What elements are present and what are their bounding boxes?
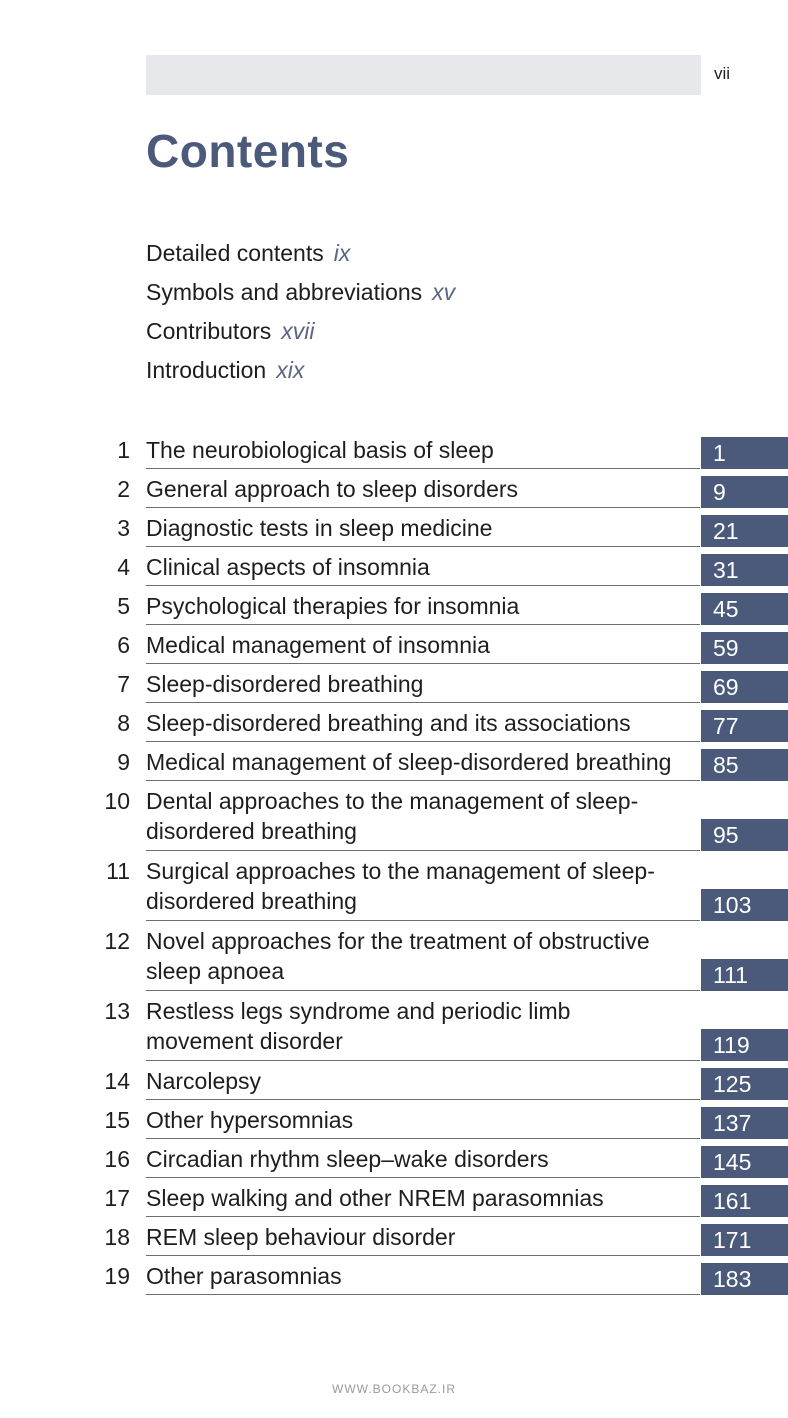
chapter-row[interactable] bbox=[0, 626, 788, 665]
chapter-title-line: Clinical aspects of insomnia bbox=[146, 554, 430, 580]
chapter-title-line: Medical management of sleep-disordered breathing bbox=[146, 749, 672, 775]
chapter-page-number: 95 bbox=[701, 819, 788, 851]
front-matter-page: ix bbox=[333, 240, 351, 266]
chapter-page-number: 77 bbox=[701, 710, 788, 742]
chapter-title bbox=[146, 1105, 696, 1135]
chapter-page-number: 1 bbox=[701, 437, 788, 469]
chapter-title bbox=[146, 786, 696, 846]
chapter-title-line: Dental approaches to the management of sleep- bbox=[146, 788, 639, 814]
chapter-title bbox=[146, 435, 696, 465]
chapter-title-line: Sleep walking and other NREM parasomnias bbox=[146, 1185, 604, 1211]
chapter-title bbox=[146, 474, 696, 504]
chapter-page-number: 171 bbox=[701, 1224, 788, 1256]
page-title: Contents bbox=[146, 125, 350, 177]
chapter-page-number: 119 bbox=[701, 1029, 788, 1061]
chapter-row[interactable] bbox=[0, 922, 788, 992]
chapter-title-line: Novel approaches for the treatment of obstructive bbox=[146, 928, 650, 954]
chapter-divider bbox=[146, 741, 700, 742]
page-number: vii bbox=[714, 64, 731, 83]
chapter-title-line: Narcolepsy bbox=[146, 1068, 262, 1094]
chapter-title-line: REM sleep behaviour disorder bbox=[146, 1224, 456, 1250]
chapter-divider bbox=[146, 1099, 700, 1100]
chapter-divider bbox=[146, 624, 700, 625]
chapter-divider bbox=[146, 1294, 700, 1295]
chapter-page-number: 125 bbox=[701, 1068, 788, 1100]
chapter-divider bbox=[146, 1138, 700, 1139]
chapter-title bbox=[146, 630, 696, 660]
front-matter-page: xv bbox=[432, 279, 456, 305]
chapter-row[interactable] bbox=[0, 743, 788, 782]
chapter-page-number: 183 bbox=[701, 1263, 788, 1295]
chapter-row[interactable] bbox=[0, 470, 788, 509]
front-matter-list bbox=[146, 236, 455, 392]
chapter-title bbox=[146, 552, 696, 582]
chapter-number: 7 bbox=[117, 671, 130, 697]
chapter-list bbox=[0, 431, 788, 1296]
chapter-page-number: 103 bbox=[701, 889, 788, 921]
chapter-number: 2 bbox=[117, 476, 130, 502]
chapter-divider bbox=[146, 585, 700, 586]
chapter-number: 6 bbox=[117, 632, 130, 658]
chapter-title-line: Restless legs syndrome and periodic limb bbox=[146, 998, 571, 1024]
chapter-title bbox=[146, 1183, 696, 1213]
chapter-title-line: General approach to sleep disorders bbox=[146, 476, 519, 502]
chapter-row[interactable] bbox=[0, 431, 788, 470]
chapter-page-number: 21 bbox=[701, 515, 788, 547]
chapter-title-line: Surgical approaches to the management of sleep- bbox=[146, 858, 655, 884]
chapter-title-line: Sleep-disordered breathing and its associations bbox=[146, 710, 631, 736]
header-bar bbox=[146, 55, 701, 95]
front-matter-item[interactable] bbox=[146, 236, 455, 275]
chapter-page-number: 69 bbox=[701, 671, 788, 703]
chapter-row[interactable] bbox=[0, 1179, 788, 1218]
chapter-number: 17 bbox=[104, 1185, 130, 1211]
chapter-title-line: Circadian rhythm sleep–wake disorders bbox=[146, 1146, 549, 1172]
chapter-divider bbox=[146, 780, 700, 781]
chapter-title-line: movement disorder bbox=[146, 1028, 343, 1054]
chapter-row[interactable] bbox=[0, 782, 788, 852]
chapter-title bbox=[146, 926, 696, 986]
chapter-divider bbox=[146, 920, 700, 921]
chapter-number: 10 bbox=[104, 788, 130, 814]
chapter-number: 3 bbox=[117, 515, 130, 541]
chapter-divider bbox=[146, 546, 700, 547]
chapter-divider bbox=[146, 1060, 700, 1061]
chapter-page-number: 145 bbox=[701, 1146, 788, 1178]
chapter-title-line: Other hypersomnias bbox=[146, 1107, 354, 1133]
chapter-row[interactable] bbox=[0, 852, 788, 922]
front-matter-page: xix bbox=[276, 357, 305, 383]
chapter-divider bbox=[146, 1177, 700, 1178]
chapter-number: 18 bbox=[104, 1224, 130, 1250]
chapter-number: 8 bbox=[117, 710, 130, 736]
chapter-row[interactable] bbox=[0, 1218, 788, 1257]
chapter-number: 9 bbox=[117, 749, 130, 775]
chapter-number: 15 bbox=[104, 1107, 130, 1133]
chapter-divider bbox=[146, 850, 700, 851]
chapter-divider bbox=[146, 468, 700, 469]
chapter-title bbox=[146, 1066, 696, 1096]
chapter-title-line: Medical management of insomnia bbox=[146, 632, 490, 658]
chapter-number: 16 bbox=[104, 1146, 130, 1172]
chapter-divider bbox=[146, 1216, 700, 1217]
chapter-page-number: 137 bbox=[701, 1107, 788, 1139]
chapter-number: 1 bbox=[117, 437, 130, 463]
front-matter-item[interactable] bbox=[146, 275, 455, 314]
chapter-title-line: sleep apnoea bbox=[146, 958, 285, 984]
chapter-title bbox=[146, 708, 696, 738]
chapter-number: 14 bbox=[104, 1068, 130, 1094]
chapter-number: 4 bbox=[117, 554, 130, 580]
chapter-title-line: disordered breathing bbox=[146, 888, 357, 914]
chapter-row[interactable] bbox=[0, 587, 788, 626]
chapter-title bbox=[146, 513, 696, 543]
chapter-row[interactable] bbox=[0, 509, 788, 548]
chapter-row[interactable] bbox=[0, 548, 788, 587]
chapter-page-number: 85 bbox=[701, 749, 788, 781]
front-matter-label: Introduction bbox=[146, 357, 267, 383]
chapter-title bbox=[146, 747, 696, 777]
chapter-title-line: Diagnostic tests in sleep medicine bbox=[146, 515, 493, 541]
chapter-divider bbox=[146, 990, 700, 991]
chapter-page-number: 59 bbox=[701, 632, 788, 664]
chapter-number: 11 bbox=[106, 858, 130, 884]
front-matter-page: xvii bbox=[281, 318, 315, 344]
chapter-title bbox=[146, 856, 696, 916]
footer-watermark: WWW.BOOKBAZ.IR bbox=[332, 1382, 456, 1396]
chapter-divider bbox=[146, 507, 700, 508]
chapter-title bbox=[146, 1261, 696, 1291]
chapter-number: 5 bbox=[117, 593, 130, 619]
chapter-title-line: Sleep-disordered breathing bbox=[146, 671, 424, 697]
front-matter-label: Detailed contents bbox=[146, 240, 324, 266]
chapter-row[interactable] bbox=[0, 665, 788, 704]
chapter-title-line: disordered breathing bbox=[146, 818, 357, 844]
chapter-row[interactable] bbox=[0, 1101, 788, 1140]
chapter-divider bbox=[146, 1255, 700, 1256]
chapter-title-line: Psychological therapies for insomnia bbox=[146, 593, 520, 619]
chapter-page-number: 31 bbox=[701, 554, 788, 586]
chapter-divider bbox=[146, 663, 700, 664]
chapter-title bbox=[146, 1222, 696, 1252]
chapter-title bbox=[146, 1144, 696, 1174]
chapter-page-number: 161 bbox=[701, 1185, 788, 1217]
chapter-number: 19 bbox=[104, 1263, 130, 1289]
chapter-row[interactable] bbox=[0, 1140, 788, 1179]
chapter-title-line: The neurobiological basis of sleep bbox=[146, 437, 494, 463]
chapter-title bbox=[146, 669, 696, 699]
chapter-number: 13 bbox=[104, 998, 130, 1024]
chapter-page-number: 45 bbox=[701, 593, 788, 625]
chapter-row[interactable] bbox=[0, 704, 788, 743]
chapter-page-number: 9 bbox=[701, 476, 788, 508]
chapter-divider bbox=[146, 702, 700, 703]
chapter-number: 12 bbox=[104, 928, 130, 954]
chapter-title-line: Other parasomnias bbox=[146, 1263, 342, 1289]
front-matter-label: Symbols and abbreviations bbox=[146, 279, 423, 305]
chapter-row[interactable] bbox=[0, 1062, 788, 1101]
chapter-row[interactable] bbox=[0, 1257, 788, 1296]
front-matter-item[interactable] bbox=[146, 353, 455, 392]
chapter-title bbox=[146, 996, 696, 1056]
chapter-title bbox=[146, 591, 696, 621]
front-matter-label: Contributors bbox=[146, 318, 272, 344]
front-matter-item[interactable] bbox=[146, 314, 455, 353]
chapter-row[interactable] bbox=[0, 992, 788, 1062]
chapter-page-number: 111 bbox=[701, 959, 788, 991]
